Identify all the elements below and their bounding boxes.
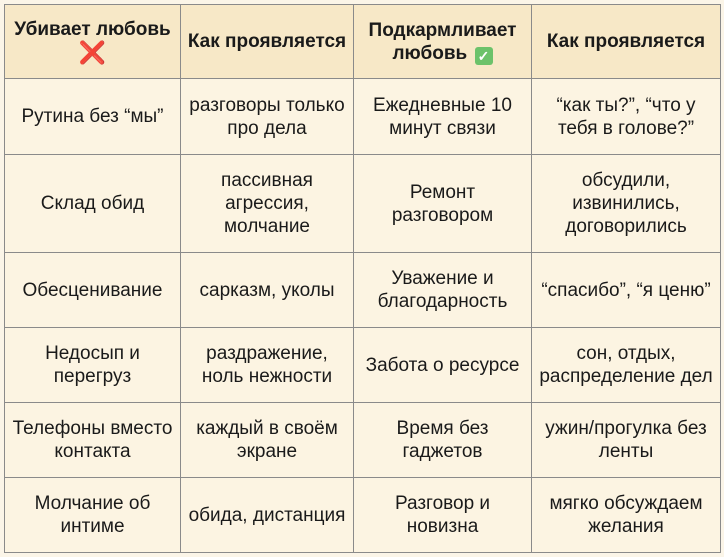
kills-shows-cell: разговоры только про дела <box>181 79 354 155</box>
header-feeds-manifestation <box>532 5 721 79</box>
table-row <box>5 328 721 403</box>
kills-cell: Недосып и перегруз <box>5 328 181 403</box>
kills-shows-cell: обида, дистанция <box>181 478 354 553</box>
kills-cell: Обесценивание <box>5 253 181 328</box>
kills-shows-cell: сарказм, уколы <box>181 253 354 328</box>
table-row <box>5 403 721 478</box>
feeds-shows-cell: ужин/прогулка без ленты <box>532 403 721 478</box>
feeds-cell: Ремонт разговором <box>354 155 532 253</box>
feeds-cell: Уважение и благодарность <box>354 253 532 328</box>
kills-cell: Телефоны вместо контакта <box>5 403 181 478</box>
header-kills-manifestation <box>181 5 354 79</box>
header-kills-manifestation-label: Как проявляется <box>187 31 347 52</box>
cross-mark-icon: ❌ <box>78 39 107 65</box>
table-row <box>5 478 721 553</box>
header-kills-love <box>5 5 181 79</box>
table-header-row <box>5 5 721 79</box>
feeds-cell: Разговор и новизна <box>354 478 532 553</box>
header-kills-love-label: Убивает любовь <box>14 18 171 40</box>
kills-shows-cell: каждый в своём экране <box>181 403 354 478</box>
kills-shows-cell: пассивная агрессия, молчание <box>181 155 354 253</box>
kills-cell: Склад обид <box>5 155 181 253</box>
feeds-shows-cell: сон, отдых, распределение дел <box>532 328 721 403</box>
feeds-shows-cell: “как ты?”, “что у тебя в голове?” <box>532 79 721 155</box>
feeds-shows-cell: мягко обсуждаем желания <box>532 478 721 553</box>
feeds-shows-cell: “спасибо”, “я ценю” <box>532 253 721 328</box>
check-mark-icon: ✓ <box>475 47 493 65</box>
kills-shows-cell: раздражение, ноль нежности <box>181 328 354 403</box>
header-feeds-love-label: Подкармливает любовь <box>368 19 517 64</box>
feeds-cell: Ежедневные 10 минут связи <box>354 79 532 155</box>
love-comparison-table <box>4 4 721 553</box>
table-row <box>5 155 721 253</box>
header-feeds-love <box>354 5 532 79</box>
header-feeds-manifestation-label: Как проявляется <box>546 31 706 52</box>
feeds-cell: Время без гаджетов <box>354 403 532 478</box>
table-row <box>5 79 721 155</box>
kills-cell: Молчание об интиме <box>5 478 181 553</box>
kills-cell: Рутина без “мы” <box>5 79 181 155</box>
feeds-shows-cell: обсудили, извинились, договорились <box>532 155 721 253</box>
feeds-cell: Забота о ресурсе <box>354 328 532 403</box>
table-row <box>5 253 721 328</box>
